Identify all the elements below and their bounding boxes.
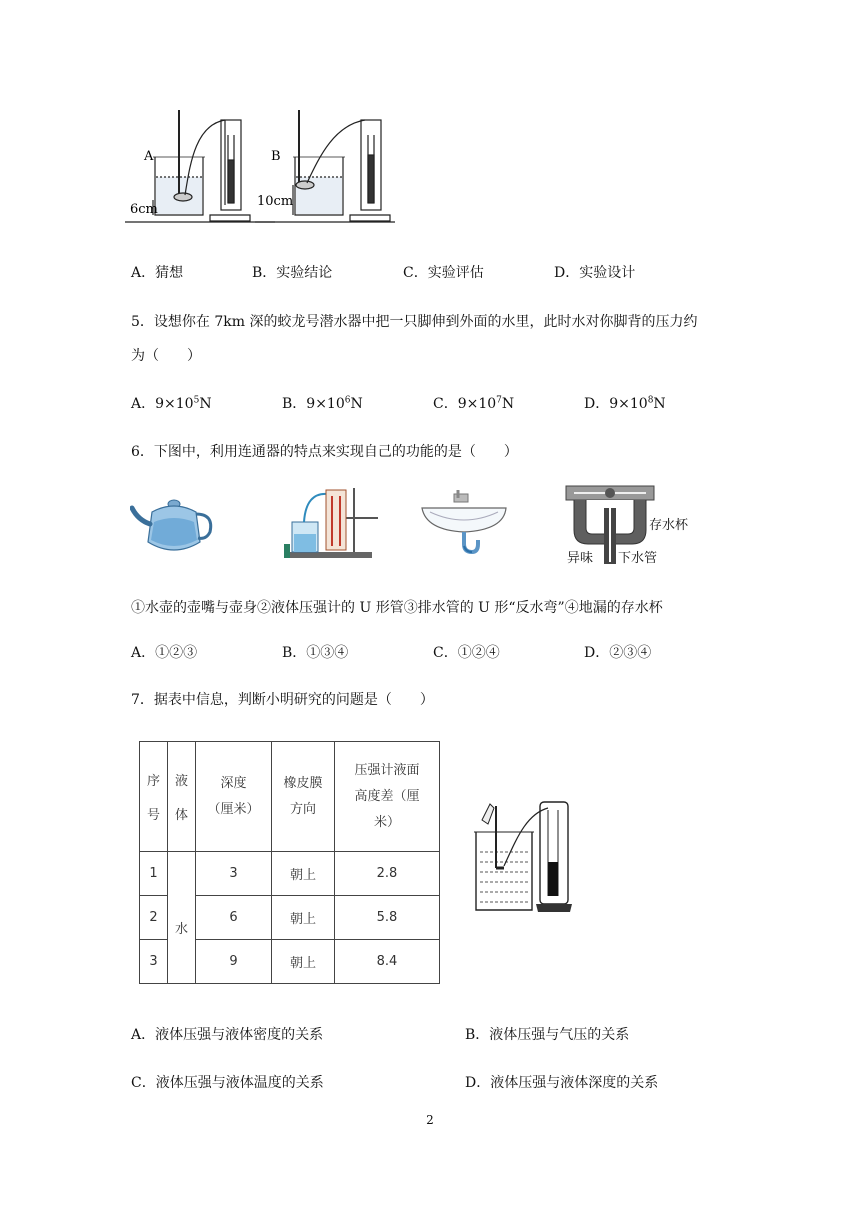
row3-diff: 8.4 [335, 940, 440, 984]
row2-depth: 6 [196, 896, 272, 940]
q7-stem: 7．据表中信息，判断小明研究的问题是（ ） [131, 692, 434, 708]
header-depth: 深度 （厘米） [196, 742, 272, 852]
q7-option-b: B．液体压强与气压的关系 [465, 1027, 630, 1043]
row1-diff: 2.8 [335, 852, 440, 896]
row1-depth: 3 [196, 852, 272, 896]
table-row [140, 852, 440, 896]
kettle-image [130, 492, 215, 557]
header-height-diff: 压强计液面 高度差（厘 米） [335, 742, 440, 852]
q6-option-a: A．①②③ [131, 645, 198, 661]
q7-pressure-gauge-image [466, 800, 582, 915]
q6-description: ①水壶的壶嘴与壶身②液体压强计的 U 形管③排水管的 U 形“反水弯”④地漏的存水杯 [131, 600, 663, 616]
q7-option-c: C．液体压强与液体温度的关系 [131, 1075, 324, 1091]
drain-label-cup: 存水杯 [649, 518, 689, 533]
row3-no: 3 [140, 940, 168, 984]
q5-option-c: C．$9\times 10^7N$ [433, 395, 515, 412]
q4-option-b: B．实验结论 [252, 265, 333, 281]
q7-option-d: D．液体压强与液体深度的关系 [465, 1075, 659, 1091]
q7-option-a: A．液体压强与液体密度的关系 [131, 1027, 324, 1043]
q5-option-a: A．$9\times 10^5N$ [131, 395, 212, 412]
label-a: A [144, 149, 154, 164]
table-header-row [140, 742, 440, 852]
q6-option-d: D．②③④ [584, 645, 652, 661]
drain-label-pipe: 下水管 [618, 551, 658, 566]
drain-label-odor: 异味 [567, 551, 594, 566]
row2-diff: 5.8 [335, 896, 440, 940]
q5-stem-line2: 为（ ） [131, 348, 201, 364]
row3-direction: 朝上 [272, 940, 335, 984]
depth-a-label: 6cm [130, 202, 158, 217]
q4-option-c: C．实验评估 [403, 265, 484, 281]
q4-option-a: A．猜想 [131, 265, 184, 281]
q6-stem: 6．下图中，利用连通器的特点来实现自己的功能的是（ ） [131, 444, 518, 460]
row2-no: 2 [140, 896, 168, 940]
q4-option-d: D．实验设计 [554, 265, 636, 281]
liquid-cell: 水 [168, 852, 196, 984]
row3-depth: 9 [196, 940, 272, 984]
q5-stem-line1: 5．设想你在 7km 深的蛟龙号潜水器中把一只脚伸到外面的水里，此时水对你脚背的压力约 [131, 314, 698, 330]
header-no: 序 号 [140, 742, 168, 852]
depth-b-label: 10cm [257, 194, 294, 209]
page-number: 2 [426, 1113, 434, 1127]
liquid-pressure-gauge-image [282, 482, 382, 562]
q5-option-b: B．$9\times 10^6N$ [282, 395, 363, 412]
header-liquid: 液 体 [168, 742, 196, 852]
header-film-direction: 橡皮膜 方向 [272, 742, 335, 852]
pressure-gauge-figure [125, 105, 395, 225]
row1-no: 1 [140, 852, 168, 896]
q5-option-d: D．$9\times 10^8N$ [584, 395, 666, 412]
label-b: B [271, 149, 281, 164]
q6-option-c: C．①②④ [433, 645, 500, 661]
row2-direction: 朝上 [272, 896, 335, 940]
sink-image [420, 490, 510, 560]
depth-pressure-table [139, 741, 440, 984]
row1-direction: 朝上 [272, 852, 335, 896]
q6-option-b: B．①③④ [282, 645, 349, 661]
